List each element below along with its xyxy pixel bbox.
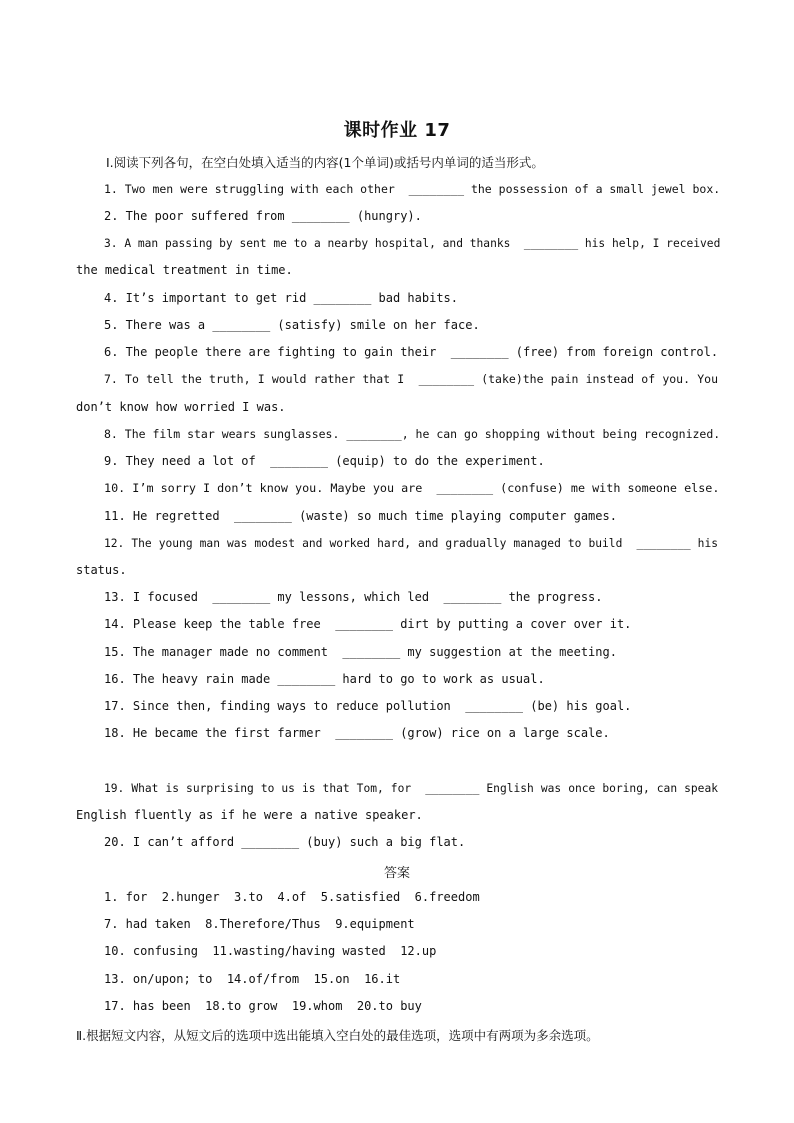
exercise-line: 10. I’m sorry I don’t know you. Maybe you are ________ (confuse) me with someone else. [104, 481, 720, 495]
exercise-line: 15. The manager made no comment ________ my suggestion at the meeting. [104, 645, 617, 659]
exercise-line: 8. The film star wears sunglasses. ________, he can go shopping without being recognized. [104, 427, 721, 441]
exercise-line: 2. The poor suffered from ________ (hungry). [104, 209, 422, 223]
answers-title: 答案 [383, 866, 410, 881]
exercise-line: don’t know how worried I was. [76, 400, 286, 414]
answer-line: 10. confusing 11.wasting/having wasted 12.up [104, 944, 437, 958]
exercise-line: 4. It’s important to get rid ________ bad habits. [104, 291, 459, 305]
section-2-heading: Ⅱ.根据短文内容，从短文后的选项中选出能填入空白处的最佳选项，选项中有两项为多余选项。 [76, 1028, 599, 1043]
exercise-line: 17. Since then, finding ways to reduce pollution ________ (be) his goal. [104, 699, 632, 713]
exercise-line: 11. He regretted ________ (waste) so much time playing computer games. [104, 509, 617, 523]
answer-line: 13. on/upon; to 14.of/from 15.on 16.it [104, 972, 401, 986]
exercise-line: 18. He became the first farmer ________ (grow) rice on a large scale. [104, 726, 610, 740]
exercise-line: 16. The heavy rain made ________ hard to go to work as usual. [104, 672, 545, 686]
answer-line: 17. has been 18.to grow 19.whom 20.to buy [104, 999, 422, 1013]
exercise-line: 7. To tell the truth, I would rather that I ________ (take)the pain instead of you. You [104, 372, 718, 386]
exercise-line: 13. I focused ________ my lessons, which led ________ the progress. [104, 590, 603, 604]
exercise-line: 12. The young man was modest and worked hard, and gradually managed to build ________ his [104, 537, 718, 550]
exercise-line: 1. Two men were struggling with each other ________ the possession of a small jewel box. [104, 182, 721, 196]
page-title: 课时作业 17 [343, 120, 451, 141]
exercise-line: 19. What is surprising to us is that Tom, for ________ English was once boring, can speak [104, 782, 718, 795]
section-1-heading: Ⅰ.阅读下列各句，在空白处填入适当的内容(1个单词)或括号内单词的适当形式。 [106, 155, 544, 170]
exercise-line: 6. The people there are fighting to gain their ________ (free) from foreign control. [104, 345, 719, 359]
answer-line: 1. for 2.hunger 3.to 4.of 5.satisfied 6.freedom [104, 890, 480, 904]
exercise-line: 20. I can’t afford ________ (buy) such a big flat. [104, 835, 466, 849]
exercise-line: the medical treatment in time. [76, 263, 293, 277]
exercise-line: 14. Please keep the table free ________ dirt by putting a cover over it. [104, 617, 632, 631]
exercise-line: 5. There was a ________ (satisfy) smile on her face. [104, 318, 480, 332]
answer-line: 7. had taken 8.Therefore/Thus 9.equipment [104, 917, 415, 931]
exercise-line: 3. A man passing by sent me to a nearby hospital, and thanks ________ his help, I received [104, 237, 721, 250]
exercise-line: status. [76, 563, 127, 577]
exercise-line: 9. They need a lot of ________ (equip) to do the experiment. [104, 454, 545, 468]
exercise-line: English fluently as if he were a native speaker. [76, 808, 423, 822]
